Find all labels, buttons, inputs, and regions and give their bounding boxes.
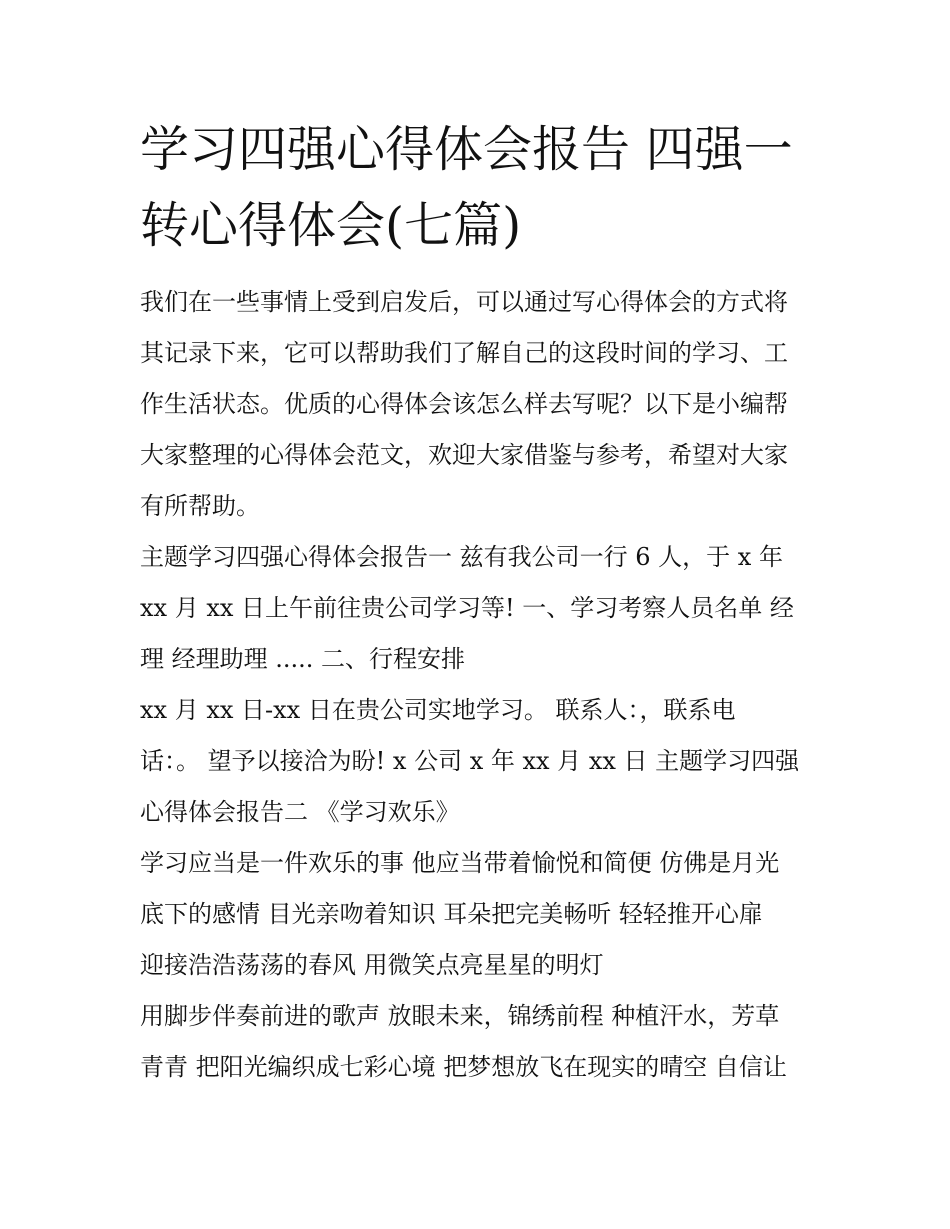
title-line-2: 转心得体会(七篇)	[140, 197, 522, 254]
title-line-1: 学习四强心得体会报告 四强一	[140, 121, 793, 178]
document-title	[140, 112, 820, 264]
body-line: 主题学习四强心得体会报告一 兹有我公司一行 6 人，于 x 年	[140, 543, 783, 571]
body-line: 底下的感情 目光亲吻着知识 耳朵把完美畅听 轻轻推开心扉	[140, 900, 763, 928]
body-line: 大家整理的心得体会范文，欢迎大家借鉴与参考，希望对大家	[140, 441, 788, 469]
body-line: 作生活状态。优质的心得体会该怎么样去写呢？以下是小编帮	[140, 390, 788, 418]
body-line: 理 经理助理 ..... 二、行程安排	[140, 645, 466, 673]
body-line: 我们在一些事情上受到启发后，可以通过写心得体会的方式将	[140, 288, 788, 316]
body-line: 其记录下来，它可以帮助我们了解自己的这段时间的学习、工	[140, 339, 788, 367]
body-line: 迎接浩浩荡荡的春风 用微笑点亮星星的明灯	[140, 951, 604, 979]
document-body	[140, 279, 830, 1095]
body-line: 用脚步伴奏前进的歌声 放眼未来，锦绣前程 种植汗水，芳草	[140, 1002, 780, 1030]
body-line: 话：。 望予以接洽为盼! x 公司 x 年 xx 月 xx 日 主题学习四强	[140, 747, 800, 775]
body-line: 心得体会报告二 《学习欢乐》	[140, 798, 460, 826]
body-line: xx 月 xx 日上午前往贵公司学习等! 一、学习考察人员名单 经	[140, 594, 794, 622]
body-line: 青青 把阳光编织成七彩心境 把梦想放飞在现实的晴空 自信让	[140, 1053, 787, 1081]
body-line: xx 月 xx 日-xx 日在贵公司实地学习。 联系人：，联系电	[140, 696, 736, 724]
body-line: 有所帮助。	[140, 492, 260, 520]
body-line: 学习应当是一件欢乐的事 他应当带着愉悦和简便 仿佛是月光	[140, 849, 780, 877]
